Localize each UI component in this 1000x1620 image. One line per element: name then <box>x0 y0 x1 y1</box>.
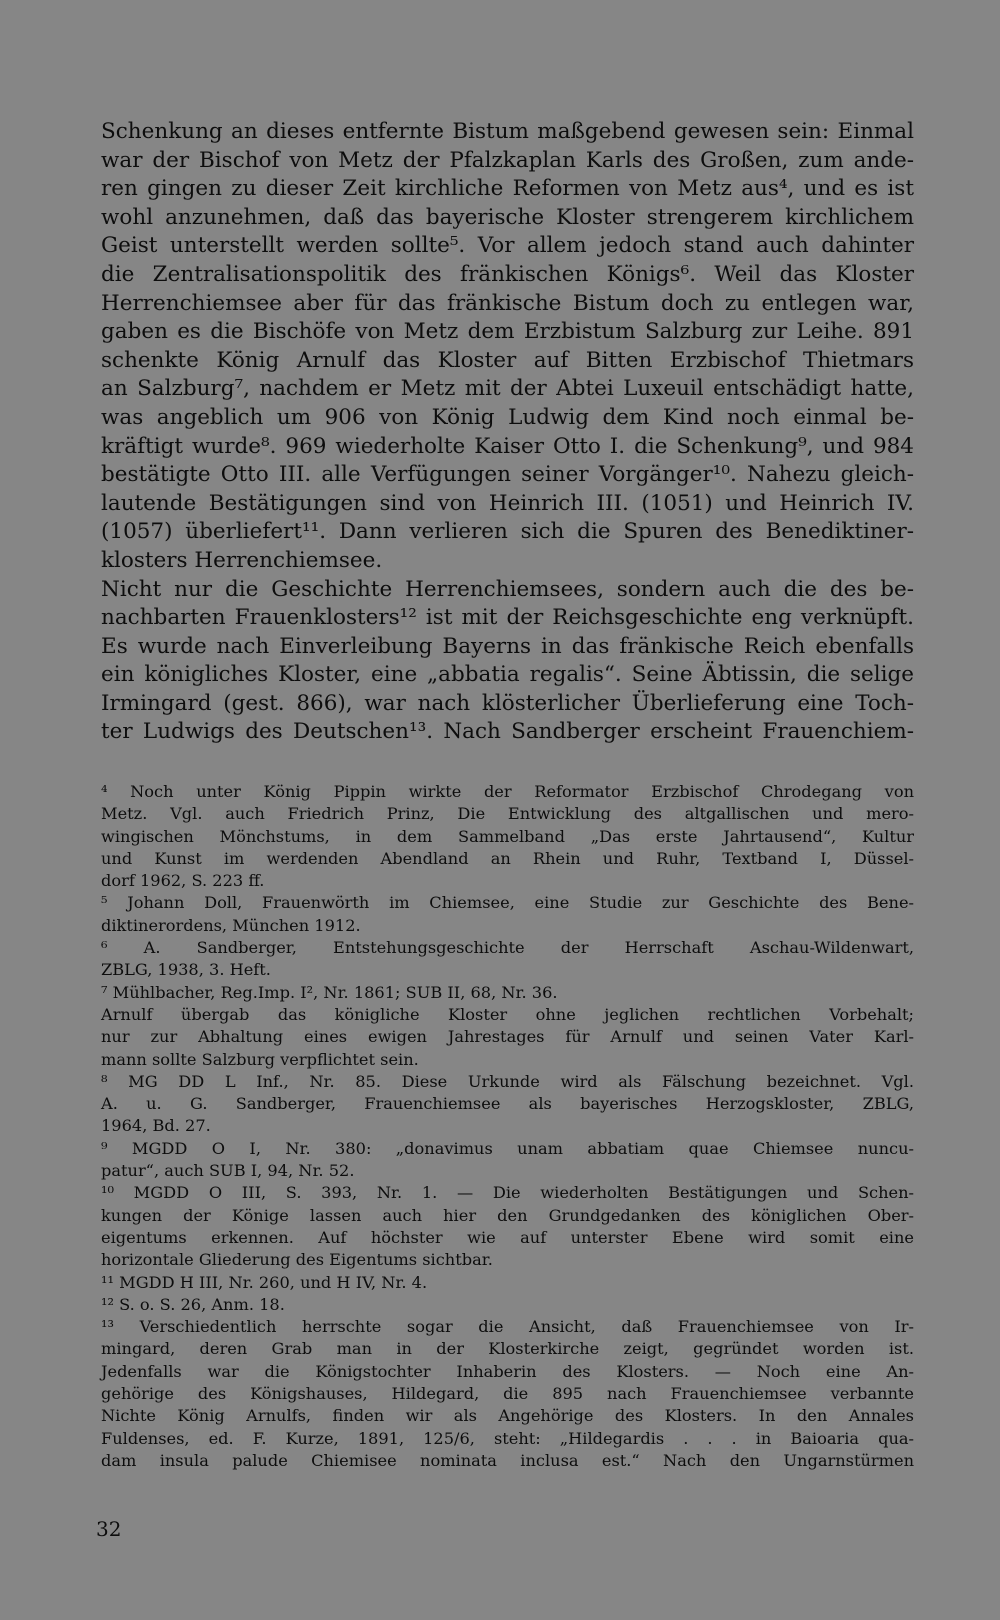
footnote-line: mann sollte Salzburg verpflichtet sein. <box>101 1049 419 1069</box>
footnote-line: patur“, auch SUB I, 94, Nr. 52. <box>101 1161 355 1181</box>
page-number: 32 <box>96 1517 122 1541</box>
footnote-line: ZBLG, 1938, 3. Heft. <box>101 960 271 980</box>
body-line: lautende Bestätigungen sind von Heinrich III. (1051) und Heinrich IV. <box>101 490 914 516</box>
body-line: bestätigte Otto III. alle Verfügungen seiner Vorgänger¹⁰. Nahezu gleich- <box>101 462 914 488</box>
body-line: (1057) überliefert¹¹. Dann verlieren sich die Spuren des Benediktiner- <box>101 519 914 545</box>
footnote-line: wingischen Mönchstums, in dem Sammelband „Das erste Jahrtausend“, Kultur <box>101 826 914 846</box>
footnote-line: Nichte König Arnulfs, finden wir als Angehörige des Klosters. In den Annales <box>101 1406 914 1426</box>
footnote-line: kungen der Könige lassen auch hier den Grundgedanken des königlichen Ober- <box>101 1205 914 1225</box>
body-text <box>101 118 914 747</box>
footnote-line: Fuldenses, ed. F. Kurze, 1891, 125/6, steht: „Hildegardis . . . in Baioaria qua- <box>101 1428 914 1448</box>
footnote-line: dorf 1962, S. 223 ff. <box>101 871 265 891</box>
footnote-line: 1964, Bd. 27. <box>101 1116 211 1136</box>
body-line: gaben es die Bischöfe von Metz dem Erzbistum Salzburg zur Leihe. 891 <box>101 319 914 345</box>
footnotes <box>101 781 914 1472</box>
body-line: Irmingard (gest. 866), war nach klösterlicher Überlieferung eine Toch- <box>101 690 914 716</box>
body-line: Geist unterstellt werden sollte⁵. Vor allem jedoch stand auch dahinter <box>101 233 914 259</box>
footnote-line: diktinerordens, München 1912. <box>101 915 361 935</box>
body-line: kräftigt wurde⁸. 969 wiederholte Kaiser Otto I. die Schenkung⁹, und 984 <box>101 433 914 459</box>
body-line: schenkte König Arnulf das Kloster auf Bitten Erzbischof Thietmars <box>101 347 914 373</box>
body-line: war der Bischof von Metz der Pfalzkaplan Karls des Großen, zum ande- <box>101 147 914 173</box>
body-line: was angeblich um 906 von König Ludwig dem Kind noch einmal be- <box>101 404 914 430</box>
footnote-line: ¹⁰ MGDD O III, S. 393, Nr. 1. — Die wiederholten Bestätigungen und Schen- <box>101 1183 914 1203</box>
body-line: Es wurde nach Einverleibung Bayerns in das fränkische Reich ebenfalls <box>101 633 914 659</box>
body-line: Nicht nur die Geschichte Herrenchiemsees, sondern auch die des be- <box>101 576 914 602</box>
footnote-line: gehörige des Königshauses, Hildegard, die 895 nach Frauenchiemsee verbannte <box>101 1384 914 1404</box>
footnote-line: ⁵ Johann Doll, Frauenwörth im Chiemsee, eine Studie zur Geschichte des Bene- <box>101 893 914 913</box>
footnote-line: ¹³ Verschiedentlich herrschte sogar die Ansicht, daß Frauenchiemsee von Ir- <box>101 1317 914 1337</box>
body-line: ein königliches Kloster, eine „abbatia regalis“. Seine Äbtissin, die selige <box>101 662 914 688</box>
footnote-line: dam insula palude Chiemisee nominata inclusa est.“ Nach den Ungarnstürmen <box>101 1450 914 1470</box>
footnote-line: ¹¹ MGDD H III, Nr. 260, und H IV, Nr. 4. <box>101 1272 428 1292</box>
body-line: die Zentralisationspolitik des fränkischen Königs⁶. Weil das Kloster <box>101 261 914 287</box>
footnote-line: ⁴ Noch unter König Pippin wirkte der Reformator Erzbischof Chrodegang von <box>101 782 914 801</box>
body-line: Herrenchiemsee aber für das fränkische Bistum doch zu entlegen war, <box>101 290 914 316</box>
footnote-line: ¹² S. o. S. 26, Anm. 18. <box>101 1294 285 1314</box>
body-line: Schenkung an dieses entfernte Bistum maßgebend gewesen sein: Einmal <box>101 119 914 144</box>
footnote-line: Jedenfalls war die Königstochter Inhaberin des Klosters. — Noch eine An- <box>101 1361 914 1381</box>
body-line: ter Ludwigs des Deutschen¹³. Nach Sandberger erscheint Frauenchiem- <box>101 719 914 745</box>
footnote-line: und Kunst im werdenden Abendland an Rhein und Ruhr, Textband I, Düssel- <box>101 848 914 868</box>
footnote-line: A. u. G. Sandberger, Frauenchiemsee als bayerisches Herzogskloster, ZBLG, <box>101 1094 914 1114</box>
body-line: nachbarten Frauenklosters¹² ist mit der Reichsgeschichte eng verknüpft. <box>101 605 914 631</box>
footnote-line: Metz. Vgl. auch Friedrich Prinz, Die Entwicklung des altgallischen und mero- <box>101 804 914 824</box>
body-line: an Salzburg⁷, nachdem er Metz mit der Abtei Luxeuil entschädigt hatte, <box>101 376 914 402</box>
footnote-line: ⁹ MGDD O I, Nr. 380: „donavimus unam abbatiam quae Chiemsee nuncu- <box>101 1138 914 1158</box>
footnote-line: eigentums erkennen. Auf höchster wie auf unterster Ebene wird somit eine <box>101 1227 914 1247</box>
footnote-line: ⁸ MG DD L Inf., Nr. 85. Diese Urkunde wird als Fälschung bezeichnet. Vgl. <box>101 1071 914 1091</box>
footnote-line: nur zur Abhaltung eines ewigen Jahrestages für Arnulf und seinen Vater Karl- <box>101 1027 914 1047</box>
footnote-line: ⁷ Mühlbacher, Reg.Imp. I², Nr. 1861; SUB II, 68, Nr. 36. <box>101 982 558 1002</box>
footnote-line: Arnulf übergab das königliche Kloster ohne jeglichen rechtlichen Vorbehalt; <box>101 1004 914 1024</box>
body-line: ren gingen zu dieser Zeit kirchliche Reformen von Metz aus⁴, und es ist <box>101 176 914 202</box>
footnote-line: ⁶ A. Sandberger, Entstehungsgeschichte der Herrschaft Aschau-Wildenwart, <box>101 938 914 958</box>
footnote-line: horizontale Gliederung des Eigentums sichtbar. <box>101 1250 493 1270</box>
body-line: wohl anzunehmen, daß das bayerische Kloster strengerem kirchlichem <box>101 204 914 230</box>
footnote-line: mingard, deren Grab man in der Klosterkirche zeigt, gegründet worden ist. <box>101 1339 914 1359</box>
body-line: klosters Herrenchiemsee. <box>101 547 383 573</box>
